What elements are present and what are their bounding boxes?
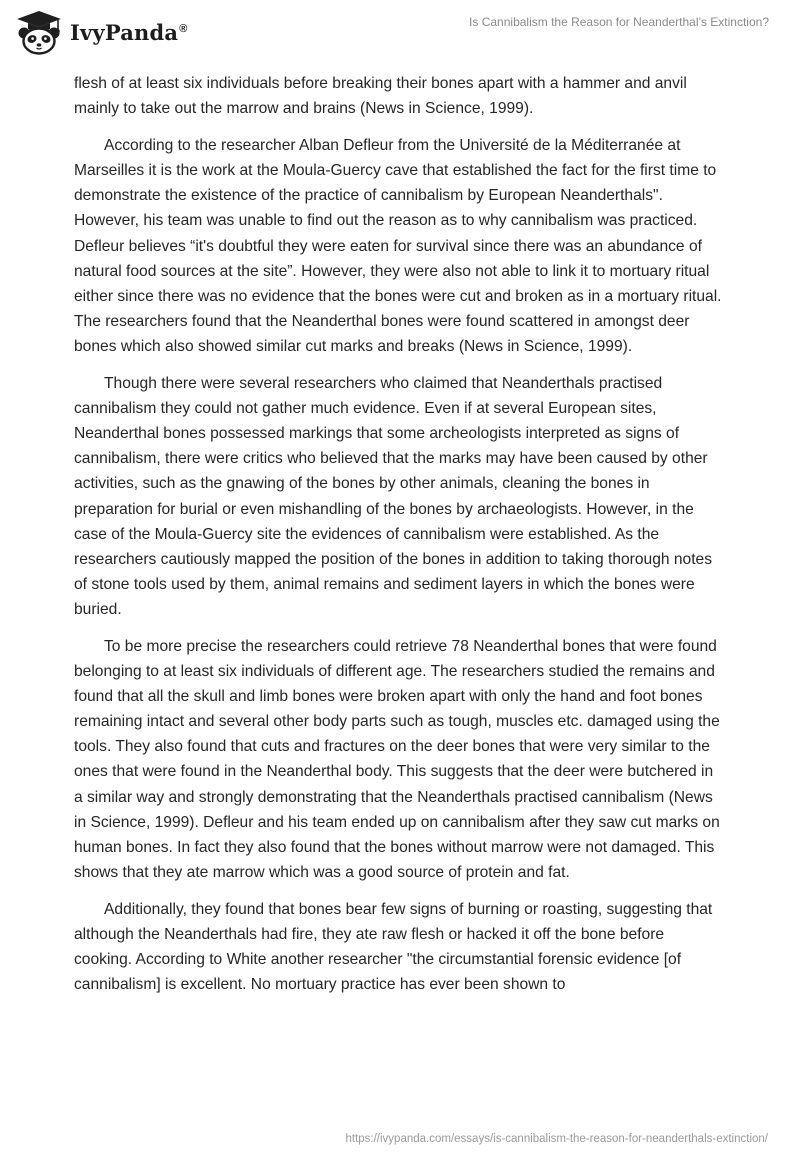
document-title: Is Cannibalism the Reason for Neanderthal’s Extinction?: [469, 15, 769, 29]
logo-wordmark: [70, 20, 188, 45]
essay-body: [74, 71, 724, 1009]
paragraph-bone-analysis: To be more precise the researchers could retrieve 78 Neanderthal bones that were found belonging to at least six individuals of different age. The researchers studied the remains and found that all the skull and limb bones were broken apart with only the hand and foot bones remaining intact and several other body parts such as tough, muscles etc. damaged using the tools. They also found that cuts and fractures on the deer bones that were very similar to the ones that were found in the Neanderthal body. This suggests that the deer were butchered in a similar way and strongly demonstrating that the Neanderthals practised cannibalism (News in Science, 1999). Defleur and his team ended up on cannibalism after they saw cut marks on human bones. In fact they also found that the bones without marrow were not damaged. This shows that they ate marrow which was a good source of protein and fat.: [74, 637, 720, 881]
ivypanda-logo[interactable]: [14, 8, 188, 56]
logo-text: IvyPanda: [70, 19, 179, 45]
paragraph-defleur-findings: According to the researcher Alban Defleur from the Université de la Méditerranée at Marseilles it is the work at the Moula-Guercy cave that established the fact for the first time to demonstrate the existence of the practice of cannibalism by European Neanderthals". However, his team was unable to find out the reason as to why cannibalism was practiced. Defleur believes “it's doubtful they were eaten for survival since there was an abundance of natural food sources at the site”. However, they were also not able to link it to mortuary ritual either since there was no evidence that the bones were cut and broken as in a mortuary ritual. The researchers found that the Neanderthal bones were found scattered in amongst deer bones which also showed similar cut marks and breaks (News in Science, 1999).: [74, 137, 722, 355]
panda-graduation-cap-icon: [14, 9, 64, 55]
paragraph-continuation: flesh of at least six individuals before breaking their bones apart with a hammer and anvil mainly to take out the marrow and brains (News in Science, 1999).: [74, 75, 687, 118]
paragraph-raw-flesh: Additionally, they found that bones bear few signs of burning or roasting, suggesting that although the Neanderthals had fire, they ate raw flesh or hacked it off the bone before cooking. According to White another researcher "the circumstantial forensic evidence [of cannibalism] is excellent. No mortuary practice has ever been shown to: [74, 900, 713, 994]
registered-mark: ®: [179, 22, 188, 35]
paragraph-cannibalism-evidence: Though there were several researchers who claimed that Neanderthals practised cannibalism they could not gather much evidence. Even if at several European sites, Neanderthal bones possessed markings that some archeologists interpreted as signs of cannibalism, there were critics who believed that the marks may have been caused by other activities, such as the gnawing of the bones by other animals, cleaning the bones in preparation for burial or even mishandling of the bones by archaeologists. However, in the case of the Moula-Guercy site the evidences of cannibalism were established. As the researchers cautiously mapped the position of the bones in addition to taking thorough notes of stone tools used by them, animal remains and sediment layers in which the bones were buried.: [74, 375, 713, 618]
page-header: [0, 0, 800, 64]
source-url-link[interactable]: https://ivypanda.com/essays/is-cannibalism-the-reason-for-neanderthals-extinction/: [345, 1133, 768, 1145]
